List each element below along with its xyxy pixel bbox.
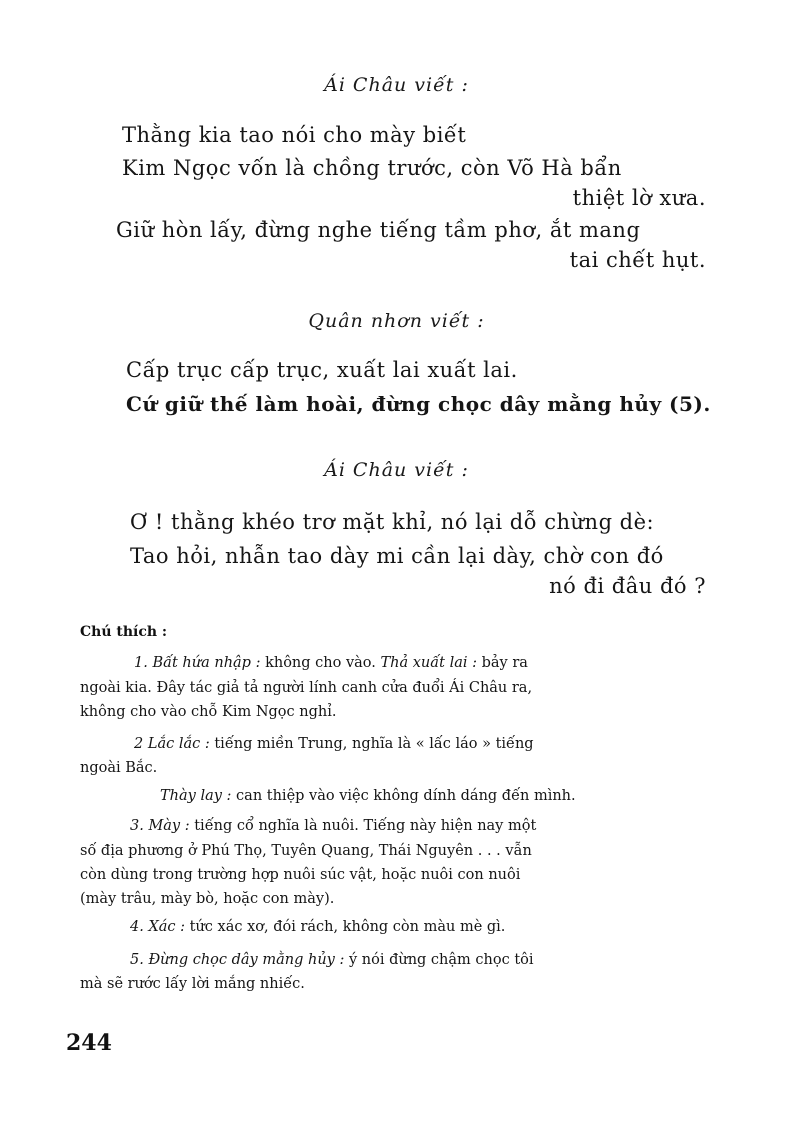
note-5: [130, 952, 534, 968]
speaker-heading: Ái Châu viết :: [324, 74, 469, 96]
note-line: ngoài Bắc.: [80, 760, 158, 776]
speaker-heading: Quân nhơn viết :: [308, 310, 485, 332]
note-term: 2 Lắc lắc :: [134, 736, 210, 752]
note-2: [134, 736, 534, 752]
note-term: Thả xuất lai :: [380, 655, 477, 671]
note-1: [134, 655, 528, 671]
note-line: số địa phương ở Phú Thọ, Tuyên Quang, Thái Nguyên . . . vẫn: [80, 843, 532, 859]
verse-line: Cứ giữ thế làm hoài, đừng chọc dây mằng hủy (5).: [126, 392, 711, 416]
verse-line: Tao hỏi, nhẫn tao dày mi cần lại dày, chờ con đó: [130, 544, 664, 568]
note-line: mà sẽ rước lấy lời mắng nhiếc.: [80, 976, 305, 992]
note-term: Thày lay :: [160, 788, 232, 804]
notes-title: Chú thích :: [80, 624, 168, 640]
verse-line-continuation: nó đi đâu đó ?: [549, 574, 706, 598]
page-number: 244: [66, 1030, 112, 1056]
verse-line: Giữ hòn lấy, đừng nghe tiếng tầm phơ, ắt mang: [116, 218, 641, 242]
note-term: 3. Mày :: [130, 818, 190, 834]
note-line: không cho vào chỗ Kim Ngọc nghỉ.: [80, 704, 337, 720]
note-text: tiếng miền Trung, nghĩa là « lấc láo » tiếng: [214, 736, 534, 752]
note-term: 5. Đừng chọc dây mằng hủy :: [130, 952, 345, 968]
note-3: [130, 818, 536, 834]
verse-line: Kim Ngọc vốn là chồng trước, còn Võ Hà bẩn: [122, 156, 622, 180]
verse-line-continuation: thiệt lờ xưa.: [572, 186, 706, 210]
note-text: không cho vào.: [265, 655, 376, 671]
note-term: 4. Xác :: [130, 919, 186, 935]
verse-line: Cấp trục cấp trục, xuất lai xuất lai.: [126, 358, 518, 382]
note-text: ý nói đừng chậm chọc tôi: [348, 952, 534, 968]
note-text: can thiệp vào việc không dính dáng đến mình.: [236, 788, 576, 804]
note-line: còn dùng trong trường hợp nuôi súc vật, hoặc nuôi con nuôi: [80, 867, 521, 883]
note-term: 1. Bất hứa nhập :: [134, 655, 261, 671]
verse-line: Ơ ! thằng khéo trơ mặt khỉ, nó lại dỗ chừng dè:: [130, 510, 655, 534]
note-text: tiếng cổ nghĩa là nuôi. Tiếng này hiện nay một: [194, 818, 537, 834]
note-text: tức xác xơ, đói rách, không còn màu mè gì.: [189, 919, 506, 935]
note-line: (mày trâu, mày bò, hoặc con mày).: [80, 891, 335, 907]
note-line: ngoài kia. Đây tác giả tả người lính canh cửa đuổi Ái Châu ra,: [80, 680, 533, 696]
speaker-heading: Ái Châu viết :: [324, 459, 469, 481]
note-4: [130, 919, 505, 935]
verse-line-continuation: tai chết hụt.: [569, 248, 706, 272]
note-2b: [160, 788, 576, 804]
verse-line: Thằng kia tao nói cho mày biết: [122, 123, 467, 147]
note-text: bảy ra: [481, 655, 528, 671]
